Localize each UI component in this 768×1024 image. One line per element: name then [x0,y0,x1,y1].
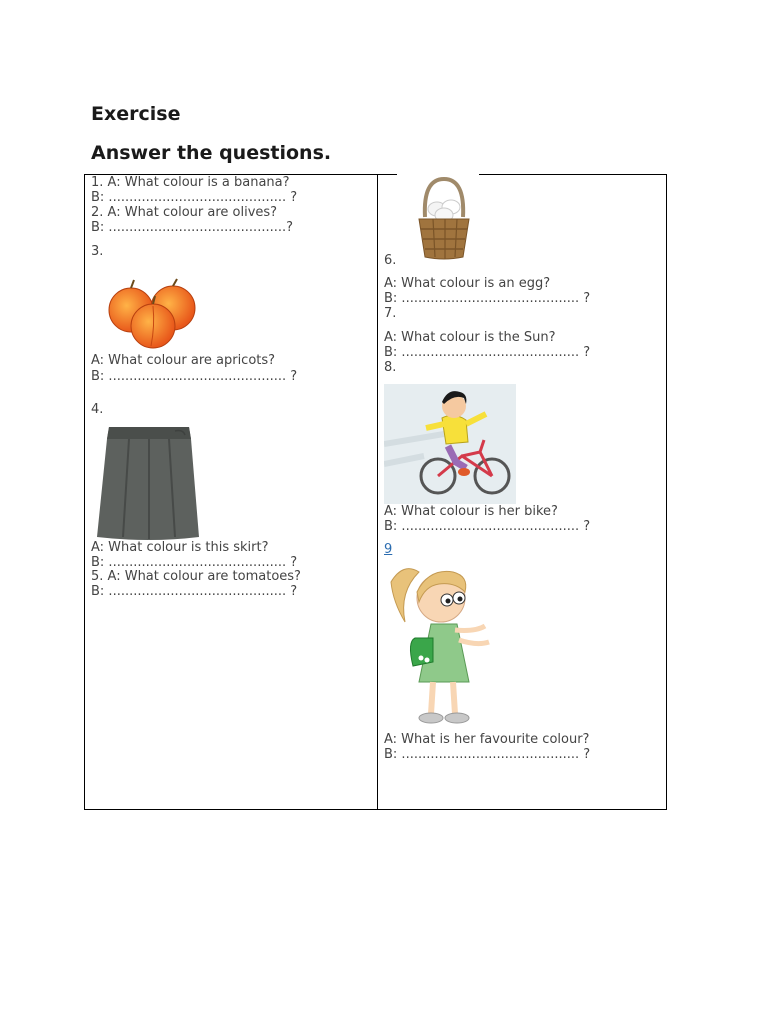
q7-number: 7. [384,306,397,321]
apricots-image [107,278,199,352]
q2-answer: B: ...........................................? [91,220,294,235]
q1-question: 1. A: What colour is a banana? [91,175,290,190]
q1-answer: B: ........................................... ? [91,190,298,205]
q6-question: A: What colour is an egg? [384,276,551,291]
q4-question: A: What colour is this skirt? [91,540,269,555]
q7-answer: B: ........................................... ? [384,345,591,360]
q6-answer: B: ........................................... ? [384,291,591,306]
q8-answer: B: ........................................... ? [384,519,591,534]
q9-question: A: What is her favourite colour? [384,732,590,747]
page-title: Exercise [91,103,181,125]
page-subtitle: Answer the questions. [91,142,332,164]
q3-question: A: What colour are apricots? [91,353,276,368]
q3-number: 3. [91,244,104,259]
q4-number: 4. [91,402,104,417]
q8-number: 8. [384,360,397,375]
q5-answer: B: ........................................... ? [91,584,298,599]
worksheet-table [84,174,667,810]
q9-number-link[interactable]: 9 [384,542,393,557]
column-divider [377,175,378,809]
q5-question: 5. A: What colour are tomatoes? [91,569,301,584]
egg-basket-image [415,177,473,261]
boy-on-bike-image [384,384,516,504]
q4-answer: B: ........................................... ? [91,555,298,570]
q2-question: 2. A: What colour are olives? [91,205,278,220]
q3-answer: B: ........................................... ? [91,369,298,384]
skirt-image [95,423,201,541]
q6-number: 6. [384,253,397,268]
q9-answer: B: ........................................... ? [384,747,591,762]
girl-with-backpack-image [389,562,505,732]
q7-question: A: What colour is the Sun? [384,330,556,345]
q8-question: A: What colour is her bike? [384,504,558,519]
